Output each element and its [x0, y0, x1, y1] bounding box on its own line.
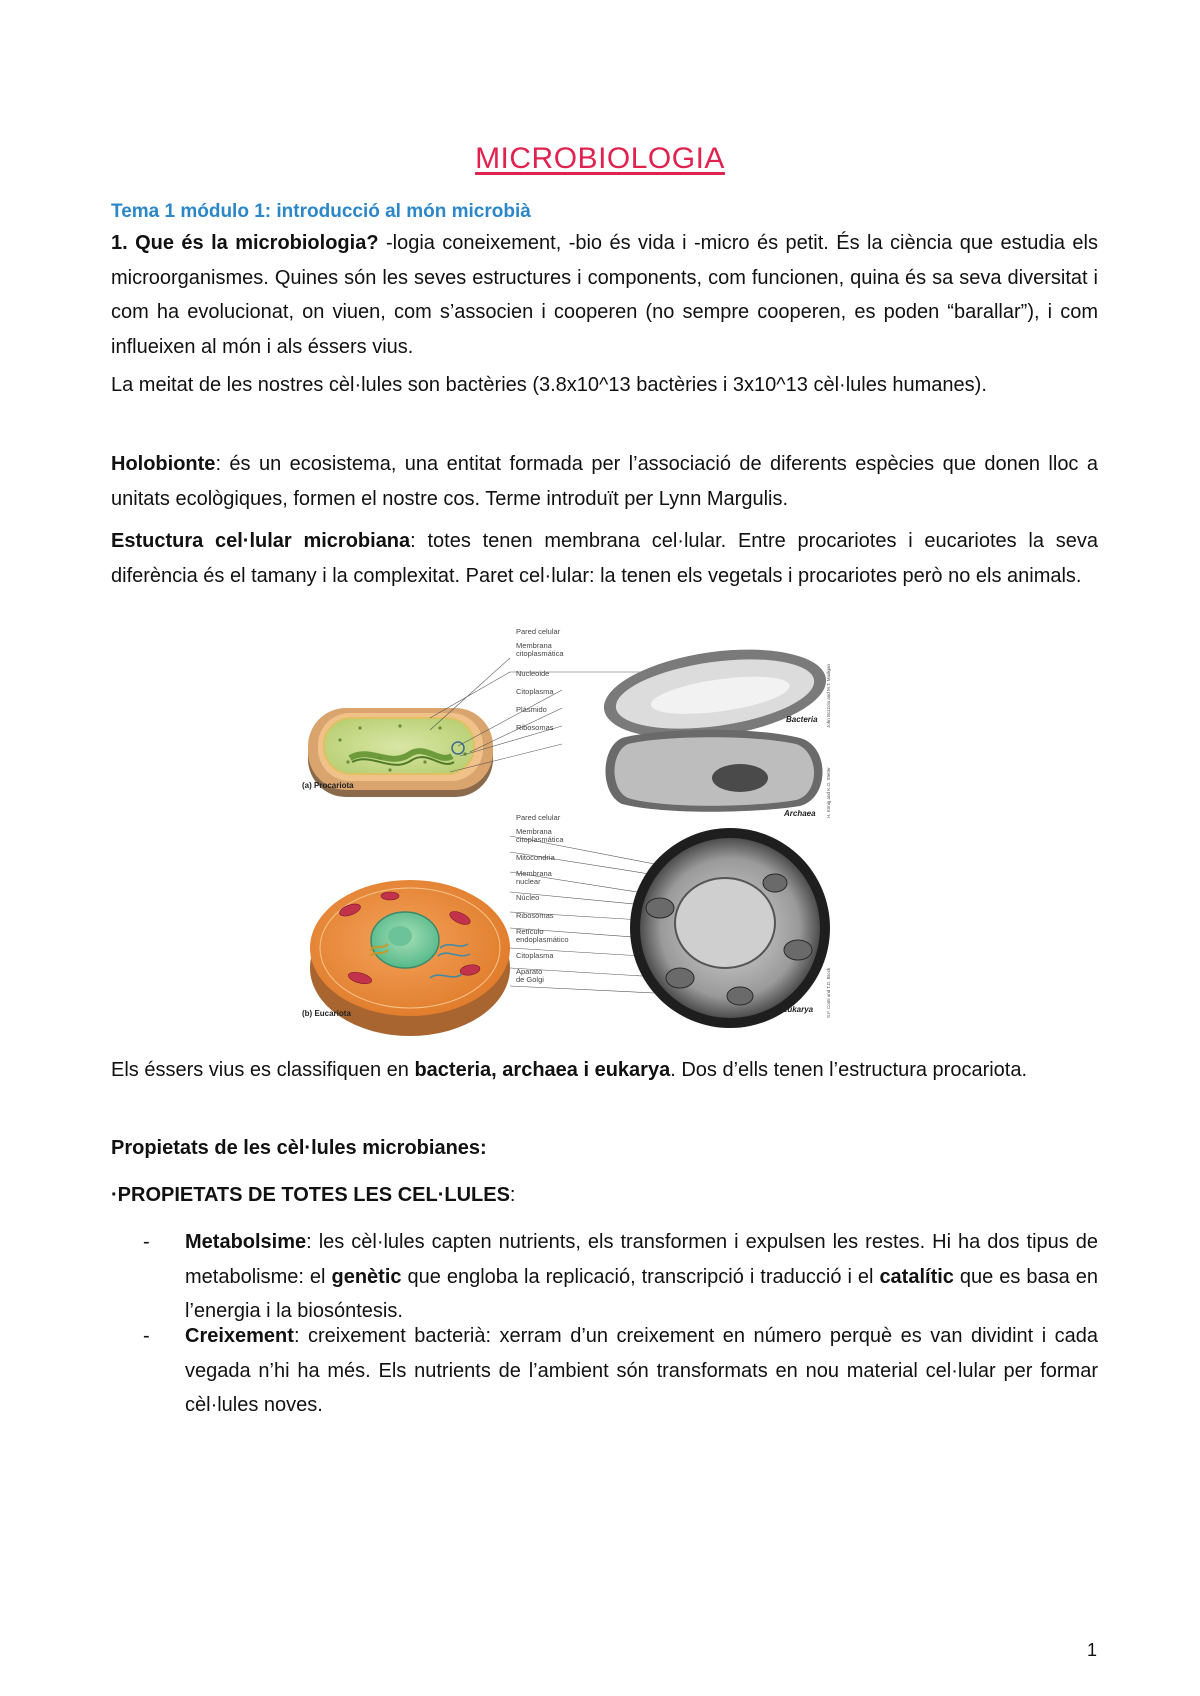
archaea-micrograph — [606, 730, 823, 812]
list-dash: - — [143, 1325, 150, 1347]
term-creixement: Creixement — [185, 1325, 294, 1347]
paragraph-microbiology — [111, 226, 1098, 364]
heading-propietats: Propietats de les cèl·lules microbianes: — [111, 1137, 487, 1159]
paragraph-holobionte — [111, 447, 1098, 516]
paragraph-text: La meitat de les nostres cèl·lules son bactèries (3.8x10^13 bactèries i 3x10^13 cèl·lules humanes). — [111, 374, 987, 396]
label-nucleoide: Nucleoide — [516, 669, 550, 678]
paragraph-domains — [111, 1053, 1098, 1088]
heading-totes-cellules — [111, 1178, 1098, 1213]
paragraph-text: : és un ecosistema, una entitat formada per l’associació de diferents espècies que donen lloc a unitats ecològiques, formen el nostre cos. Terme introduït per Lynn Margulis. — [111, 453, 1098, 510]
heading-text: ·PROPIETATS DE TOTES LES CEL·LULES — [111, 1184, 510, 1206]
label-plasmido: Plásmido — [516, 705, 547, 714]
list-item-creixement — [185, 1319, 1098, 1423]
label-citoplasma: Citoplasma — [516, 687, 554, 696]
label-ribosomas-euk: Ribosomas — [516, 911, 554, 920]
paragraph-text: : totes tenen membrana cel·lular. Entre procariotes i eucariotes la seva diferència és el tamany i la complexitat. Paret cel·lular: la tenen els vegetals i procariotes però no els animals. — [111, 530, 1098, 587]
eukarya-micrograph — [630, 828, 830, 1028]
list-dash: - — [143, 1231, 150, 1253]
label-eukarya: Eukarya — [782, 1005, 814, 1014]
paragraph-heading: 1. Que és la microbiologia? — [111, 232, 379, 254]
heading-colon: : — [509, 1184, 516, 1206]
label-bacteria: Bacteria — [786, 715, 818, 724]
label-citoplasmatica-euk: citoplasmática — [516, 835, 564, 844]
page-number: 1 — [1086, 1640, 1097, 1660]
credit-archaea: H. König and K.O. Stetter — [826, 767, 831, 818]
list-text: que es basa en l’energia i la biosóntesis. — [185, 1265, 1098, 1322]
label-membrana: Membrana — [516, 641, 552, 650]
paragraph-cells — [111, 368, 1098, 403]
section-subtitle: Tema 1 módulo 1: introducció al món microbià — [111, 201, 531, 222]
cell-structure-figure — [302, 627, 896, 1110]
credit-bacteria: John Bozzola and M.T. Madigan — [826, 663, 831, 728]
paragraph-structure — [111, 524, 1098, 593]
list-text: : les cèl·lules capten nutrients, els transformen i expulsen les restes. Hi ha dos tipus de metabolisme: el — [185, 1231, 1098, 1288]
term-catalitic: catalític — [879, 1265, 954, 1288]
label-mitocondria: Mitocondria — [516, 853, 555, 862]
label-membrana-euk: Membrana — [516, 827, 552, 836]
list-item-metabolisme — [185, 1225, 1098, 1329]
label-archaea: Archaea — [784, 809, 816, 818]
paragraph-text: . Dos d’ells tenen l’estructura procariota. — [670, 1059, 1028, 1081]
term-domains: bacteria, archaea i eukarya — [414, 1059, 671, 1081]
term-structure: Estuctura cel·lular microbiana — [111, 530, 411, 552]
label-nucleo: Núcleo — [516, 893, 540, 902]
label-membrana-nuclear-1: Membrana — [516, 869, 552, 878]
paragraph-text: -logia coneixement, -bio és vida i -micro és petit. És la ciència que estudia els microorganismes. Quines són les seves estructures i components, com funcionen, quina és sa seva diversitat i com ha evolucionat, on viuen, com s’associen i cooperen (no sempre cooperen, es poden “barallar”), i com influeixen al món i als éssers vius. — [111, 232, 1098, 358]
document-title: MICROBIOLOGIA — [475, 142, 725, 175]
label-pared-celular: Pared celular — [516, 627, 561, 636]
label-reticulo-1: Retículo — [516, 927, 544, 936]
term-genetic: genètic — [331, 1265, 402, 1288]
list-text: que engloba la replicació, transcripció i traducció i el — [401, 1265, 880, 1288]
list-text: : creixement bacterià: xerram d’un creixement en número perquè es van dividint i cada vegada n’hi ha més. Els nutrients de l’ambient són transformats en nou material cel·lular per formar cèl·lules noves. — [185, 1325, 1098, 1416]
caption-procariota: (a) Procariota — [302, 781, 354, 790]
label-membrana-nuclear-2: nuclear — [516, 877, 541, 886]
label-reticulo-2: endoplasmático — [516, 935, 569, 944]
caption-eucariota: (b) Eucariota — [302, 1009, 351, 1018]
term-holobionte: Holobionte — [111, 453, 216, 475]
label-citoplasmatica: citoplasmática — [516, 649, 564, 658]
paragraph-text: Els éssers vius es classifiquen en — [111, 1059, 415, 1081]
term-metabolisme: Metabolsime — [185, 1231, 307, 1253]
label-citoplasma-euk: Citoplasma — [516, 951, 554, 960]
label-golgi-2: de Golgi — [516, 975, 544, 984]
credit-eukarya: S.F. Conti and T.D. Brock — [826, 967, 831, 1018]
label-ribosomas: Ribosomas — [516, 723, 554, 732]
label-golgi-1: Aparato — [516, 967, 543, 976]
label-pared-celular-euk: Pared celular — [516, 813, 561, 822]
